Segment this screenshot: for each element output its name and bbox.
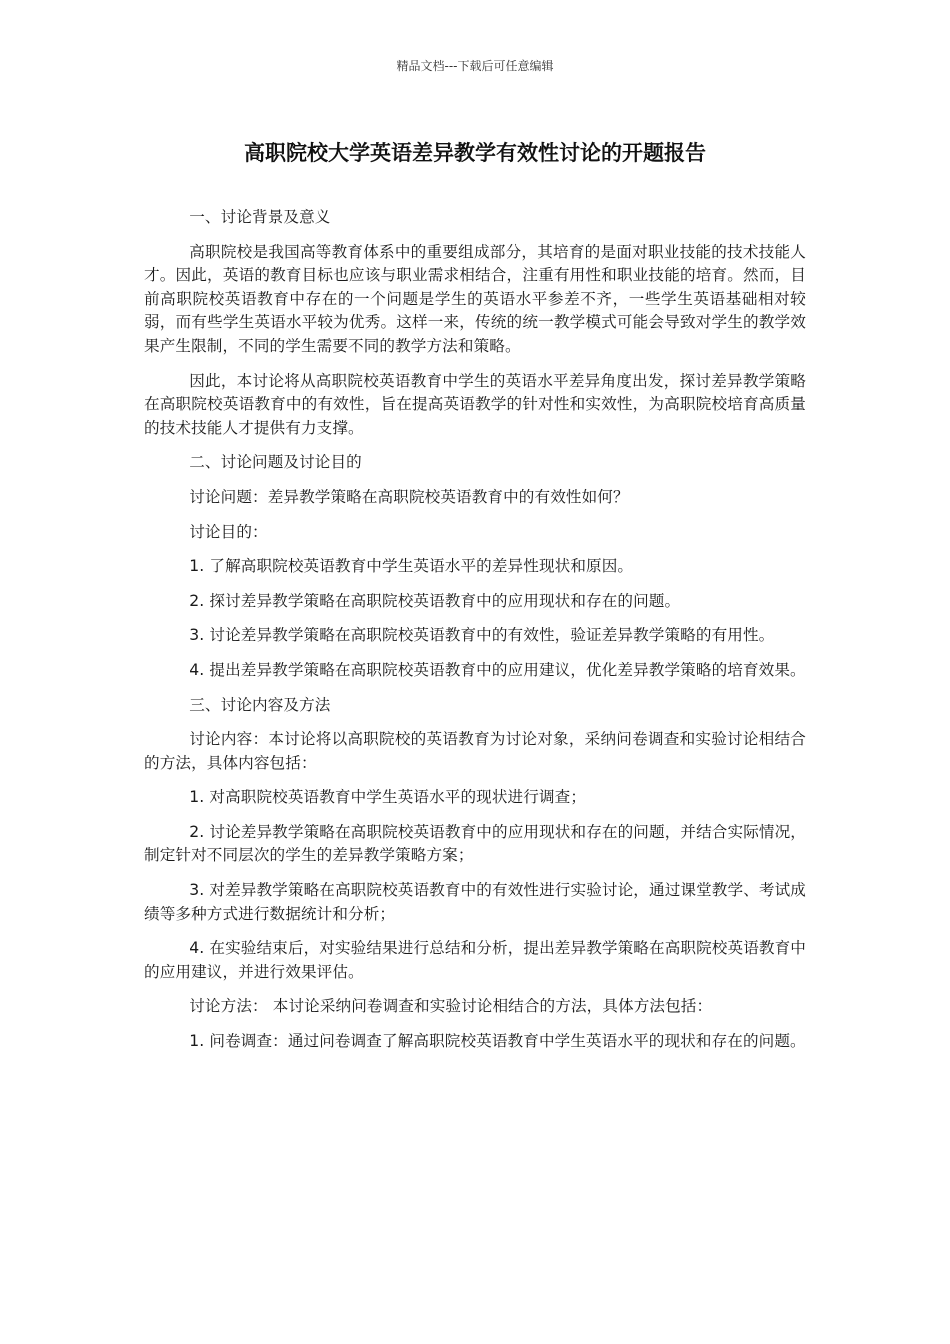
section-heading-background: 一、讨论背景及意义 — [189, 208, 331, 226]
section-heading-questions: 二、讨论问题及讨论目的 — [189, 453, 362, 472]
document-title: 高职院校大学英语差异教学有效性讨论的开题报告 — [244, 141, 706, 165]
list-item-content-1: 1. 对高职院校英语教育中学生英语水平的现状进行调查； — [189, 788, 587, 807]
section-heading-content-methods: 三、讨论内容及方法 — [189, 695, 331, 714]
list-item-purpose-3: 3. 讨论差异教学策略在高职院校英语教育中的有效性，验证差异教学策略的有用性。 — [189, 626, 775, 645]
paragraph-research-purpose-label: 讨论目的： — [189, 522, 268, 541]
list-item-purpose-1: 1. 了解高职院校英语教育中学生英语水平的差异性现状和原因。 — [189, 557, 634, 576]
list-item-purpose-2: 2. 探讨差异教学策略在高职院校英语教育中的应用现状和存在的问题。 — [189, 591, 681, 610]
list-item-method-1: 1. 问卷调查：通过问卷调查了解高职院校英语教育中学生英语水平的现状和存在的问题。 — [189, 1032, 806, 1051]
paragraph-background-1: 高职院校是我国高等教育体系中的重要组成部分，其培育的是面对职业技能的技术技能人才。因此，英语的教育目标也应该与职业需求相结合，注重有用性和职业技能的培育。然而，目前高职院校英语教育中存在的一个问题是学生的英语水平参差不齐，一些学生英语基础相对较弱，而有些学生英语水平较为优秀。这样一来，传统的统一教学模式可能会导致对学生的教学效果产生限制，不同的学生需要不同的教学方法和策略。 — [144, 242, 806, 355]
paragraph-research-question: 讨论问题：差异教学策略在高职院校英语教育中的有效性如何？ — [189, 487, 629, 506]
document-body — [144, 206, 806, 1065]
header-note: 精品文档---下载后可任意编辑 — [396, 59, 554, 73]
paragraph-research-methods: 讨论方法： 本讨论采纳问卷调查和实验讨论相结合的方法，具体方法包括： — [189, 997, 713, 1016]
list-item-content-3: 3. 对差异教学策略在高职院校英语教育中的有效性进行实验讨论，通过课堂教学、考试成绩等多种方式进行数据统计和分析； — [144, 881, 806, 923]
list-item-content-2: 2. 讨论差异教学策略在高职院校英语教育中的应用现状和存在的问题，并结合实际情况，制定针对不同层次的学生的差异教学策略方案； — [144, 822, 806, 865]
paragraph-research-content: 讨论内容：本讨论将以高职院校的英语教育为讨论对象，采纳问卷调查和实验讨论相结合的方法，具体内容包括： — [144, 730, 806, 772]
list-item-purpose-4: 4. 提出差异教学策略在高职院校英语教育中的应用建议，优化差异教学策略的培育效果。 — [189, 660, 806, 679]
paragraph-background-2: 因此，本讨论将从高职院校英语教育中学生的英语水平差异角度出发，探讨差异教学策略在高职院校英语教育中的有效性，旨在提高英语教学的针对性和实效性，为高职院校培育高质量的技术技能人才提供有力支撑。 — [144, 371, 806, 437]
list-item-content-4: 4. 在实验结束后，对实验结果进行总结和分析，提出差异教学策略在高职院校英语教育中的应用建议，并进行效果评估。 — [144, 939, 806, 981]
